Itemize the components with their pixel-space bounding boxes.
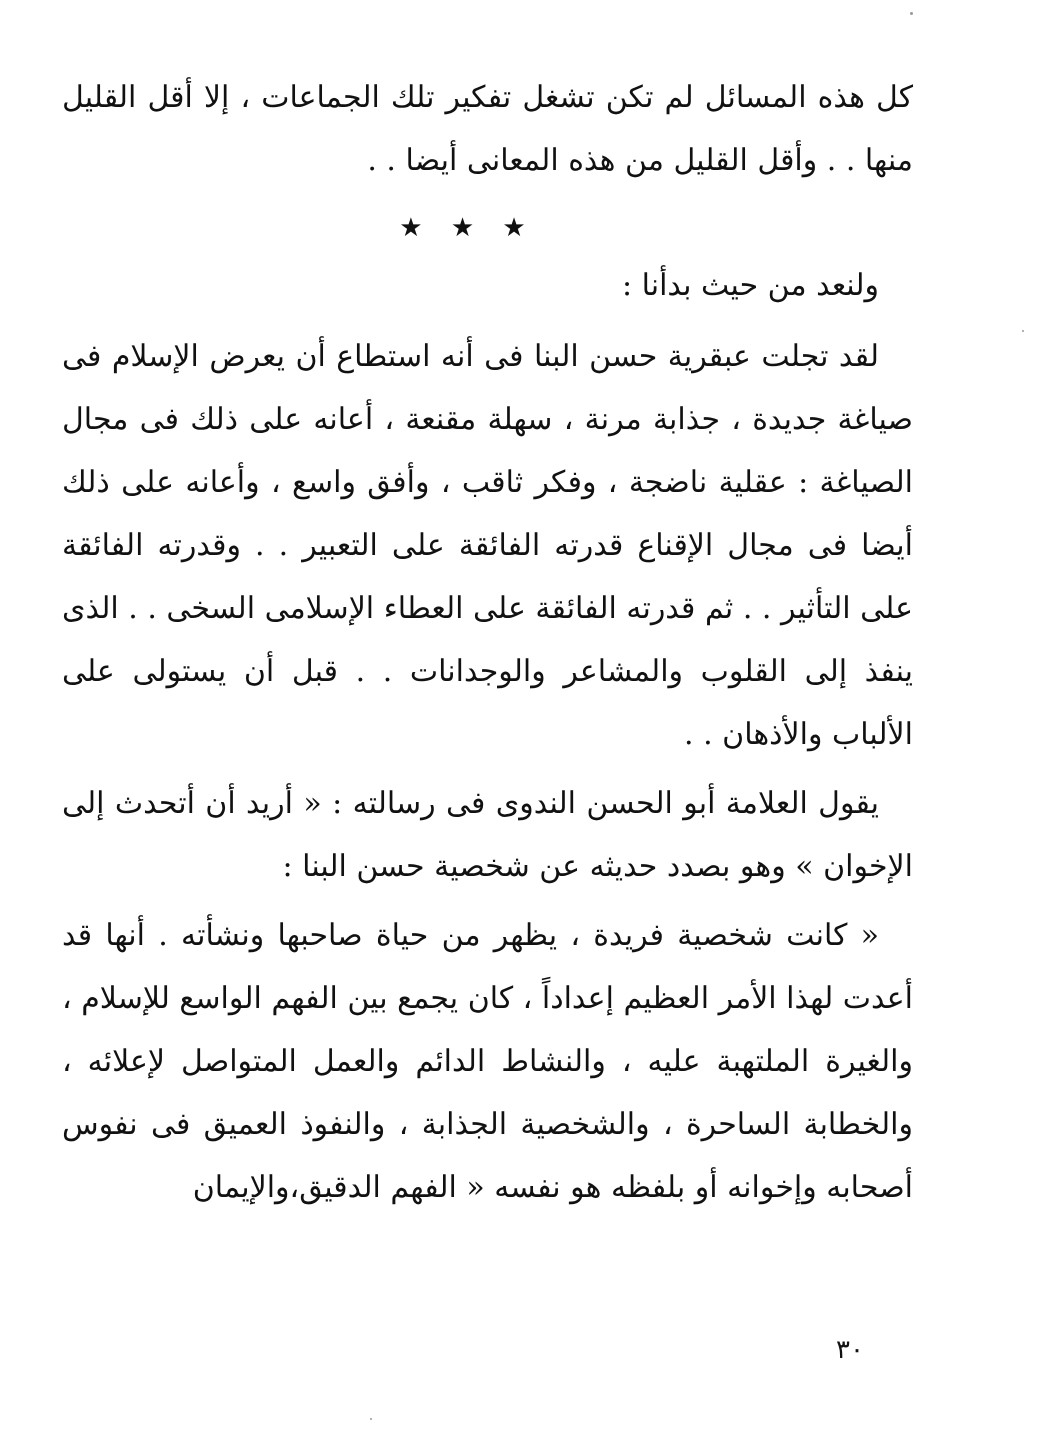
paragraph-5-quote: « كانت شخصية فريدة ، يظهر من حياة صاحبها ونشأته . أنها قد أعدت لهذا الأمر العظيم إعداداً ، كان يجمع بين الفهم الواسع للإسلام ، والغيرة الملتهبة عليه ، والنشاط الدائم والعمل المتواصل لإعلائه ، والخطابة الساحرة ، والشخصية الجذابة ، والنفوذ العميق فى نفوس أصحابه وإخوانه أو بلفظه هو نفسه « الفهم الدقيق،والإيمان (62, 918, 913, 1205)
page-text-body (62, 66, 913, 1219)
scan-speck (1022, 330, 1024, 332)
page-number: ٣٠ (836, 1335, 864, 1365)
paragraph-4: يقول العلامة أبو الحسن الندوى فى رسالته : « أريد أن أتحدث إلى الإخوان » وهو بصدد حديثه عن شخصية حسن البنا : (62, 786, 913, 884)
paragraph-2: ولنعد من حيث بدأنا : (621, 268, 879, 303)
scan-speck (910, 12, 913, 15)
scan-speck (370, 1418, 372, 1420)
paragraph-3: لقد تجلت عبقرية حسن البنا فى أنه استطاع أن يعرض الإسلام فى صياغة جديدة ، جذابة مرنة ، سهلة مقنعة ، أعانه على ذلك فى مجال الصياغة : عقلية ناضجة ، وفكر ثاقب ، وأفق واسع ، وأعانه على ذلك أيضا فى مجال الإقناع قدرته الفائقة على التعبير . . وقدرته الفائقة على التأثير . . ثم قدرته الفائقة على العطاء الإسلامى السخى . . الذى ينفذ إلى القلوب والمشاعر والوجدانات . . قبل أن يستولى على الألباب والأذهان . . (62, 339, 913, 752)
paragraph-1: كل هذه المسائل لم تكن تشغل تفكير تلك الجماعات ، إلا أقل القليل منها . . وأقل القليل من هذه المعانى أيضا . . (62, 80, 913, 178)
section-separator-stars: ★ ★ ★ (399, 213, 536, 243)
